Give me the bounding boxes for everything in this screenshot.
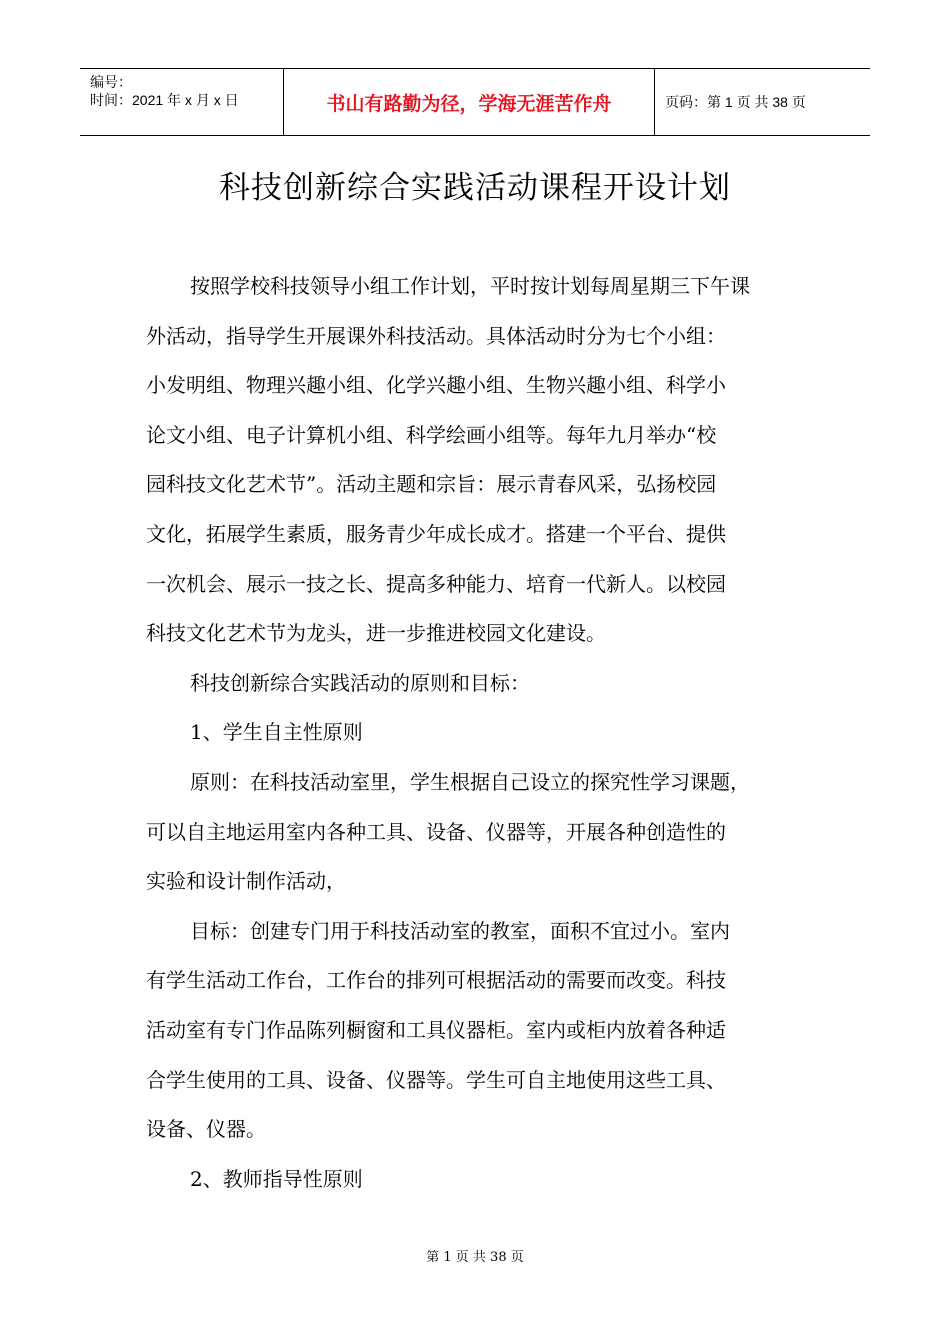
body-line: 有学生活动工作台，工作台的排列可根据活动的需要而改变。科技 <box>146 968 726 993</box>
body-line: 原则：在科技活动室里，学生根据自己设立的探究性学习课题， <box>190 769 750 794</box>
document-body <box>146 262 826 1204</box>
header-meta-cell <box>80 69 283 135</box>
body-line: 一次机会、展示一技之长、提高多种能力、培育一代新人。以校园 <box>146 571 726 596</box>
page-footer: 第 1 页 共 38 页 <box>426 1250 524 1265</box>
page-label: 页码：第 1 页 共 38 页 <box>665 94 806 110</box>
number-label: 编号： <box>90 74 132 90</box>
body-line: 文化，拓展学生素质，服务青少年成长成才。搭建一个平台、提供 <box>146 521 726 546</box>
body-line: 小发明组、物理兴趣小组、化学兴趣小组、生物兴趣小组、科学小 <box>146 373 726 398</box>
time-label: 时间：2021 年 x 月 x 日 <box>90 92 239 108</box>
body-line: 外活动，指导学生开展课外科技活动。具体活动时分为七个小组： <box>146 323 726 348</box>
document-title: 科技创新综合实践活动课程开设计划 <box>219 170 731 206</box>
body-line: 合学生使用的工具、设备、仪器等。学生可自主地使用这些工具、 <box>146 1067 726 1092</box>
body-line: 按照学校科技领导小组工作计划，平时按计划每周星期三下午课 <box>190 274 750 298</box>
body-line: 活动室有专门作品陈列橱窗和工具仪器柜。室内或柜内放着各种适 <box>146 1017 726 1042</box>
body-line: 科技创新综合实践活动的原则和目标： <box>190 670 530 695</box>
body-line: 园科技文化艺术节”。活动主题和宗旨：展示青春风采，弘扬校园 <box>146 472 717 497</box>
header-table <box>80 68 870 136</box>
body-line: 设备、仪器。 <box>146 1117 266 1142</box>
header-motto-cell <box>283 69 655 135</box>
body-line: 目标：创建专门用于科技活动室的教室，面积不宜过小。室内 <box>190 918 730 943</box>
body-line: 论文小组、电子计算机小组、科学绘画小组等。每年九月举办“校 <box>146 422 717 447</box>
motto-text: 书山有路勤为径，学海无涯苦作舟 <box>326 92 612 115</box>
body-line: 1、学生自主性原则 <box>190 720 363 745</box>
header-page-cell <box>655 69 870 135</box>
body-line: 实验和设计制作活动， <box>146 869 346 894</box>
body-line: 可以自主地运用室内各种工具、设备、仪器等，开展各种创造性的 <box>146 819 726 844</box>
body-line: 科技文化艺术节为龙头，进一步推进校园文化建设。 <box>146 621 606 646</box>
body-line: 2、教师指导性原则 <box>190 1166 363 1191</box>
